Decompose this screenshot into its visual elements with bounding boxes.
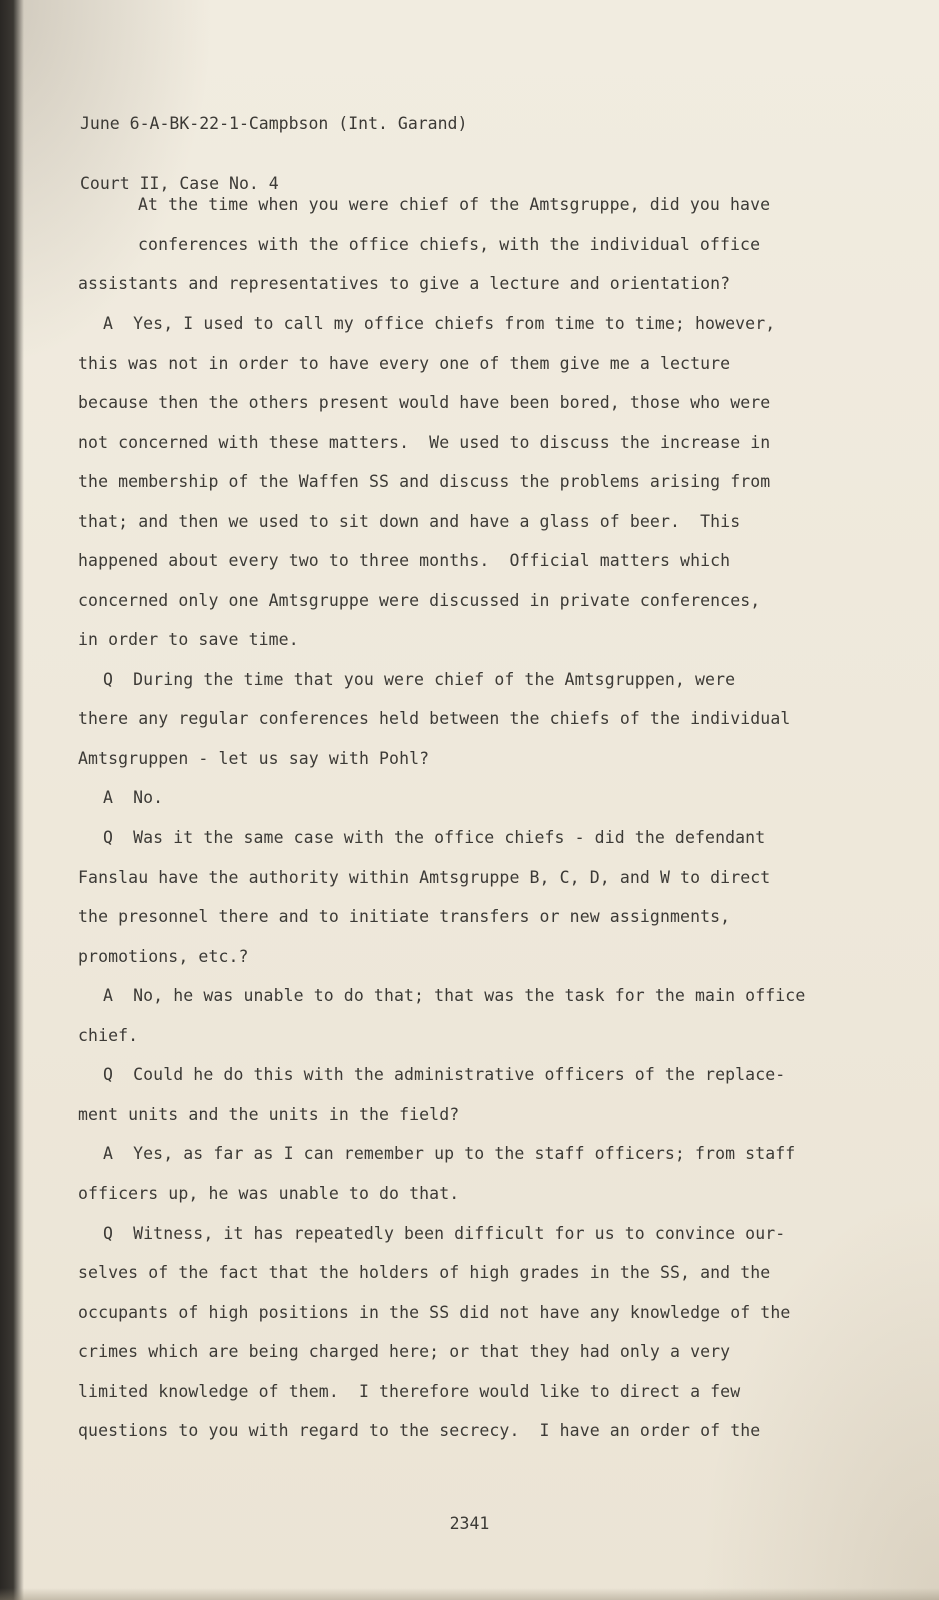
text-line: assistants and representatives to give a lecture and orientation? xyxy=(78,274,731,293)
text-line: not concerned with these matters. We used to discuss the increase in xyxy=(78,433,771,452)
text-line: limited knowledge of them. I therefore would like to direct a few xyxy=(78,1382,741,1401)
text-line: Q Witness, it has repeatedly been difficult for us to convince our- xyxy=(103,1224,786,1243)
header-line-1: June 6-A-BK-22-1-Campbson (Int. Garand) xyxy=(80,114,468,133)
text-line: promotions, etc.? xyxy=(78,947,249,966)
scan-left-edge xyxy=(0,0,24,1600)
text-line: Q Was it the same case with the office chiefs - did the defendant xyxy=(103,828,766,847)
text-line: that; and then we used to sit down and have a glass of beer. This xyxy=(78,512,741,531)
text-line: A No, he was unable to do that; that was the task for the main office xyxy=(103,986,806,1005)
header-line-2: Court II, Case No. 4 xyxy=(80,174,279,193)
text-line: concerned only one Amtsgruppe were discussed in private conferences, xyxy=(78,591,761,610)
text-line: in order to save time. xyxy=(78,630,299,649)
text-line: chief. xyxy=(78,1026,139,1045)
text-line: selves of the fact that the holders of high grades in the SS, and the xyxy=(78,1263,771,1282)
text-line: A Yes, as far as I can remember up to the staff officers; from staff xyxy=(103,1144,796,1163)
text-line: questions to you with regard to the secrecy. I have an order of the xyxy=(78,1421,761,1440)
text-line: A Yes, I used to call my office chiefs from time to time; however, xyxy=(103,314,776,333)
text-line: At the time when you were chief of the Amtsgruppe, did you have xyxy=(138,195,771,214)
text-line: conferences with the office chiefs, with the individual office xyxy=(138,235,761,254)
scan-bottom-edge xyxy=(0,1588,939,1600)
text-line: Amtsgruppen - let us say with Pohl? xyxy=(78,749,430,768)
text-line: occupants of high positions in the SS did not have any knowledge of the xyxy=(78,1303,791,1322)
text-line: ment units and the units in the field? xyxy=(78,1105,460,1124)
text-line: officers up, he was unable to do that. xyxy=(78,1184,460,1203)
text-line: crimes which are being charged here; or that they had only a very xyxy=(78,1342,731,1361)
text-line: A No. xyxy=(103,788,164,807)
text-line: this was not in order to have every one of them give me a lecture xyxy=(78,354,731,373)
text-line: Q During the time that you were chief of the Amtsgruppen, were xyxy=(103,670,736,689)
text-line: the presonnel there and to initiate transfers or new assignments, xyxy=(78,907,731,926)
text-line: happened about every two to three months. Official matters which xyxy=(78,551,731,570)
text-line: there any regular conferences held between the chiefs of the individual xyxy=(78,709,791,728)
page-number: 2341 xyxy=(449,1514,490,1533)
text-line: Fanslau have the authority within Amtsgruppe B, C, D, and W to direct xyxy=(78,868,771,887)
text-line: because then the others present would have been bored, those who were xyxy=(78,393,771,412)
text-line: the membership of the Waffen SS and discuss the problems arising from xyxy=(78,472,771,491)
text-line: Q Could he do this with the administrative officers of the replace- xyxy=(103,1065,786,1084)
